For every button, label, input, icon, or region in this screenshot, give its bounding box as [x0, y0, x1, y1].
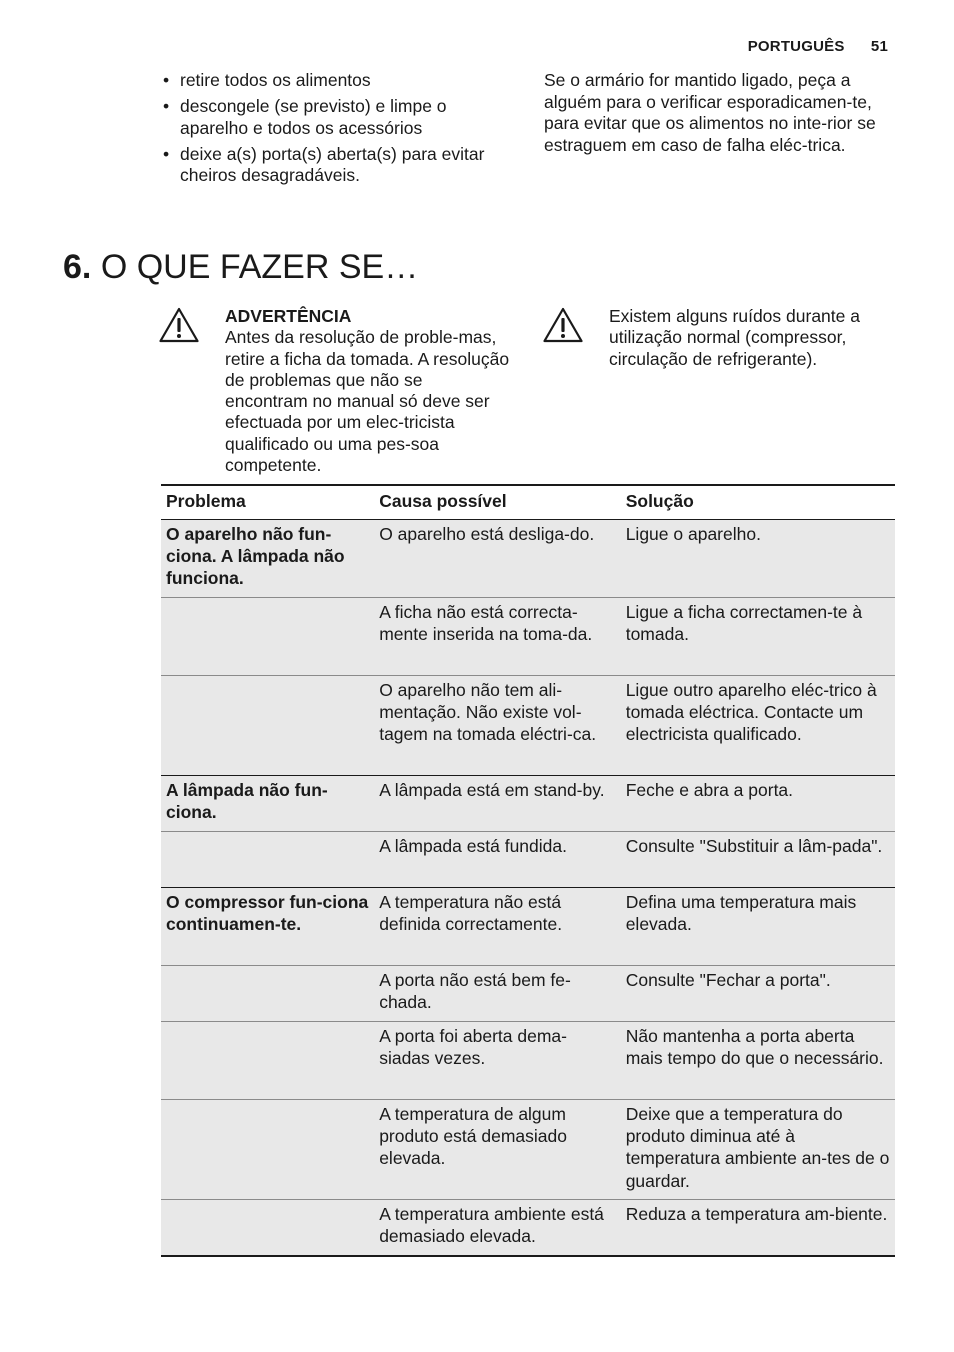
warning-triangle-icon — [543, 307, 583, 343]
cause-cell: A temperatura não está definida correctamente. — [374, 888, 621, 966]
solution-cell: Ligue a ficha correctamen-te à tomada. — [621, 598, 895, 676]
intro-bullet: • retire todos os alimentos — [160, 70, 510, 92]
solution-cell: Reduza a temperatura am-biente. — [621, 1200, 895, 1256]
table-row — [161, 1100, 895, 1200]
solution-cell: Defina uma temperatura mais elevada. — [621, 888, 895, 966]
section-number: 6. — [63, 248, 92, 286]
cause-cell: A ficha não está correcta-mente inserida na toma-da. — [374, 598, 621, 676]
table-header-row — [161, 485, 895, 520]
section-title — [63, 247, 418, 287]
solution-cell: Ligue outro aparelho eléc-trico à tomada eléctrica. Contacte um electricista qualificado. — [621, 676, 895, 776]
table-row — [161, 888, 895, 966]
problem-cell — [161, 832, 374, 888]
solution-cell: Consulte "Fechar a porta". — [621, 966, 895, 1022]
intro-paragraph: Se o armário for mantido ligado, peça a alguém para o verificar esporadicamen-te, para evitar que os alimentos no inte-rior se estraguem em caso de falha eléc-trica. — [544, 70, 876, 155]
warning-text: Antes da resolução de proble-mas, retire a ficha da tomada. A resolução de problemas que não se encontram no manual só deve ser efectuada por um elec-tricista qualificado ou uma pes-soa competente. — [225, 327, 510, 476]
cause-cell: A lâmpada está fundida. — [374, 832, 621, 888]
solution-cell: Feche e abra a porta. — [621, 776, 895, 832]
noise-text: Existem alguns ruídos durante a utilização normal (compressor, circulação de refrigerante). — [609, 306, 860, 369]
problem-cell: A lâmpada não fun-ciona. — [161, 776, 374, 832]
table-row — [161, 676, 895, 776]
solution-cell: Não mantenha a porta aberta mais tempo do que o necessário. — [621, 1022, 895, 1100]
header-problem: Problema — [161, 485, 374, 520]
table-row — [161, 776, 895, 832]
troubleshooting-table — [161, 484, 895, 1257]
cause-cell: O aparelho está desliga-do. — [374, 520, 621, 598]
section-heading: O QUE FAZER SE… — [100, 248, 419, 286]
cause-cell: A temperatura ambiente está demasiado elevada. — [374, 1200, 621, 1256]
header-language: PORTUGUÊS — [747, 38, 845, 55]
warning-triangle-icon — [159, 307, 199, 343]
cause-cell: A porta foi aberta dema-siadas vezes. — [374, 1022, 621, 1100]
header-solution: Solução — [621, 485, 895, 520]
cause-cell: A porta não está bem fe-chada. — [374, 966, 621, 1022]
cause-cell: A temperatura de algum produto está demasiado elevada. — [374, 1100, 621, 1200]
cause-cell: A lâmpada está em stand-by. — [374, 776, 621, 832]
solution-cell: Consulte "Substituir a lâm-pada". — [621, 832, 895, 888]
problem-cell — [161, 676, 374, 776]
problem-cell — [161, 966, 374, 1022]
problem-cell — [161, 598, 374, 676]
table-row — [161, 966, 895, 1022]
table-row — [161, 598, 895, 676]
problem-cell — [161, 1200, 374, 1256]
cause-cell: O aparelho não tem ali-mentação. Não existe vol-tagem na tomada eléctri-ca. — [374, 676, 621, 776]
problem-cell — [161, 1022, 374, 1100]
problem-cell: O aparelho não fun-ciona. A lâmpada não funciona. — [161, 520, 374, 598]
table-row — [161, 832, 895, 888]
intro-bullet: • descongele (se previsto) e limpe o aparelho e todos os acessórios — [160, 96, 510, 139]
page-header — [748, 38, 888, 55]
intro-bullet-list — [160, 70, 510, 191]
solution-cell: Ligue o aparelho. — [621, 520, 895, 598]
problem-cell: O compressor fun-ciona continuamen-te. — [161, 888, 374, 966]
table-row — [161, 1200, 895, 1256]
solution-cell: Deixe que a temperatura do produto diminua até à temperatura ambiente an-tes de o guardar. — [621, 1100, 895, 1200]
page-number: 51 — [870, 38, 888, 55]
problem-cell — [161, 1100, 374, 1200]
intro-bullet: • deixe a(s) porta(s) aberta(s) para evitar cheiros desagradáveis. — [160, 144, 510, 187]
table-row — [161, 1022, 895, 1100]
table-row — [161, 520, 895, 598]
header-cause: Causa possível — [374, 485, 621, 520]
warning-title: ADVERTÊNCIA — [225, 306, 352, 326]
